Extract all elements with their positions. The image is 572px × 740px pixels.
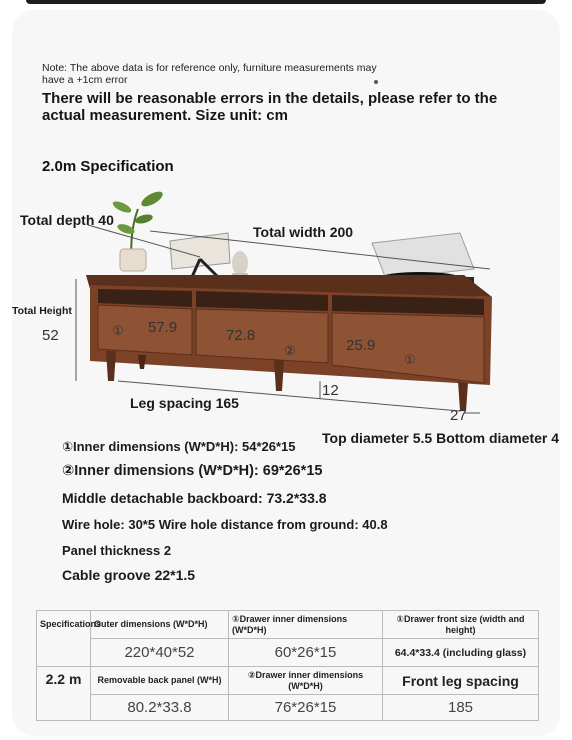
leg-diameter-label: Top diameter 5.5 Bottom diameter 4: [322, 430, 560, 446]
detail-inner-dimensions-2: ②Inner dimensions (W*D*H): 69*26*15: [62, 463, 323, 479]
value-drawer-front: 64.4*33.4 (including glass): [383, 639, 539, 667]
detail-inner-dimensions-1: ①Inner dimensions (W*D*H): 54*26*15: [62, 439, 296, 454]
top-edge-bar: [26, 0, 546, 4]
sculpture-icon: [232, 251, 248, 279]
disclaimer-note: Note: The above data is for reference only, furniture measurements may have a +1cm error: [42, 62, 377, 86]
tv-cabinet-diagram: [60, 185, 510, 415]
table-row-header: Specifications: [37, 611, 91, 667]
value-drawer-inner-1: 60*26*15: [229, 639, 383, 667]
detail-cable-groove: Cable groove 22*1.5: [62, 567, 196, 583]
detail-panel-thickness: Panel thickness 2: [62, 543, 172, 558]
size-label: 2.2 m: [37, 667, 91, 721]
leg-bottom-value: 27: [450, 407, 467, 424]
value-drawer-inner-2: 76*26*15: [229, 695, 383, 721]
specifications-table: [36, 610, 539, 721]
total-height-value: 52: [42, 327, 59, 344]
leg-height-value: 12: [322, 382, 339, 399]
drawer-3-width: 25.9: [346, 337, 376, 354]
detail-backboard: Middle detachable backboard: 73.2*33.8: [62, 490, 327, 506]
drawer-2: [196, 309, 328, 363]
header-back-panel: Removable back panel (W*H): [91, 667, 229, 695]
value-outer-dimensions: 220*40*52: [91, 639, 229, 667]
total-width-label: Total width 200: [253, 224, 354, 240]
leg-spacing-label: Leg spacing 165: [130, 395, 239, 411]
cursor-dot: [374, 80, 378, 84]
header-front-leg-spacing: Front leg spacing: [383, 667, 539, 695]
leg-front-left: [106, 351, 116, 381]
header-drawer-inner-1: ①Drawer inner dimensions (W*D*H): [229, 611, 383, 639]
value-front-leg-spacing: 185: [383, 695, 539, 721]
drawer-1-width: 57.9: [148, 319, 178, 336]
total-depth-label: Total depth 40: [20, 212, 114, 228]
header-drawer-front: ①Drawer front size (width and height): [383, 611, 539, 639]
plant-icon: [111, 189, 165, 271]
detail-wire-hole: Wire hole: 30*5 Wire hole distance from ground: 40.8: [62, 517, 388, 532]
header-outer-dimensions: Outer dimensions (W*D*H): [91, 611, 229, 639]
drawer-2-width: 72.8: [226, 327, 256, 344]
total-height-label: Total Height: [12, 305, 72, 317]
drawer-3-number: ①: [404, 352, 416, 367]
drawer-2-number: ②: [284, 343, 296, 358]
leg-middle: [274, 359, 284, 391]
drawer-1-number: ①: [112, 323, 124, 338]
spec-title: 2.0m Specification: [42, 158, 174, 175]
measurement-warning: There will be reasonable errors in the details, please refer to the actual measurement. Size unit: cm: [42, 90, 498, 124]
value-back-panel: 80.2*33.8: [91, 695, 229, 721]
header-drawer-inner-2: ②Drawer inner dimensions (W*D*H): [229, 667, 383, 695]
